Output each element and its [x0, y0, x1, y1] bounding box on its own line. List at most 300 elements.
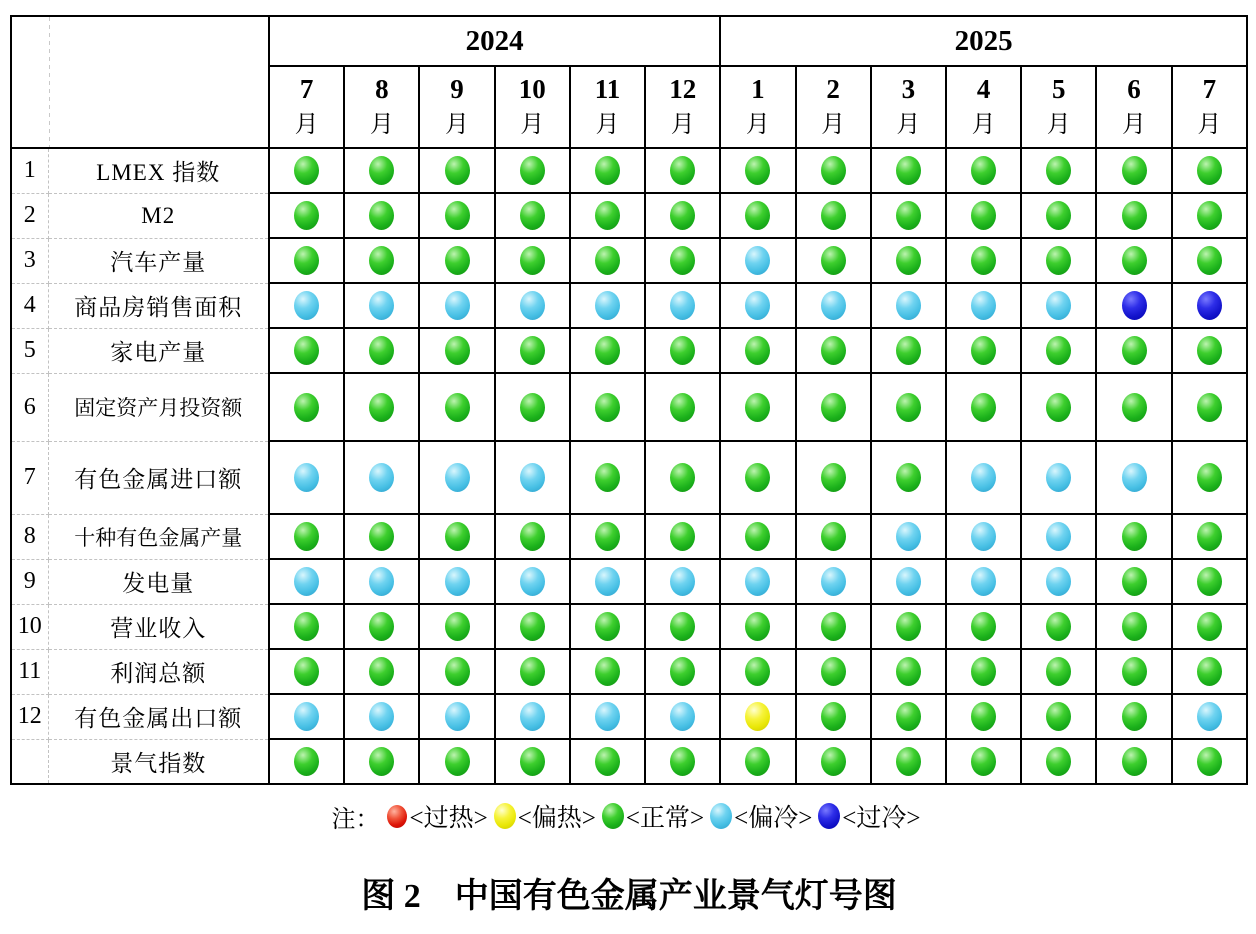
signal-ball-green	[670, 747, 695, 776]
signal-cell	[1096, 649, 1171, 694]
signal-cell	[495, 283, 570, 328]
signal-cell	[269, 238, 344, 283]
year-header-2025	[720, 16, 1247, 66]
signal-ball-green	[1046, 156, 1071, 185]
month-header-cell	[720, 66, 795, 148]
signal-ball-green	[294, 201, 319, 230]
signal-cell	[1021, 373, 1096, 441]
signal-ball-green	[896, 246, 921, 275]
signal-ball-lightblue	[821, 291, 846, 320]
signal-ball-green	[971, 201, 996, 230]
signal-cell	[495, 328, 570, 373]
signal-ball-green	[1046, 201, 1071, 230]
signal-cell	[419, 514, 494, 559]
signal-ball-green	[971, 612, 996, 641]
signal-ball-green	[369, 657, 394, 686]
signal-cell	[419, 604, 494, 649]
signal-ball-green	[745, 393, 770, 422]
month-unit: 月	[745, 112, 770, 138]
table-row	[11, 649, 1247, 694]
signal-cell	[1096, 148, 1171, 193]
signal-ball-lightblue	[896, 522, 921, 551]
signal-ball-lightblue	[369, 291, 394, 320]
signal-ball-green	[445, 522, 470, 551]
signal-cell	[495, 604, 570, 649]
signal-ball-green	[369, 246, 394, 275]
signal-cell	[495, 739, 570, 784]
signal-ball-green	[745, 612, 770, 641]
signal-ball-green	[1122, 747, 1147, 776]
month-unit: 月	[971, 112, 996, 138]
signal-cell	[645, 238, 720, 283]
signal-ball-lightblue	[520, 291, 545, 320]
signal-cell	[796, 739, 871, 784]
signal-ball-green	[670, 336, 695, 365]
signal-ball-green	[595, 393, 620, 422]
signal-ball-green	[520, 612, 545, 641]
signal-cell	[344, 238, 419, 283]
signal-ball-lightblue	[1122, 463, 1147, 492]
signal-cell	[1096, 739, 1171, 784]
signal-cell	[1172, 373, 1247, 441]
month-header-cell	[946, 66, 1021, 148]
signal-ball-green	[294, 393, 319, 422]
indicator-label: 景气指数	[48, 739, 269, 784]
table-row	[11, 373, 1247, 441]
signal-ball-green	[745, 522, 770, 551]
signal-ball-green	[294, 612, 319, 641]
signal-cell	[344, 739, 419, 784]
signal-ball-green	[1197, 463, 1222, 492]
signal-cell	[1021, 441, 1096, 514]
signal-ball-green	[821, 702, 846, 731]
signal-ball-green	[1122, 201, 1147, 230]
signal-ball-lightblue	[369, 567, 394, 596]
signal-cell	[344, 193, 419, 238]
signal-ball-green	[896, 463, 921, 492]
table-row	[11, 514, 1247, 559]
signal-ball-green	[745, 463, 770, 492]
row-number: 2	[11, 193, 48, 238]
signal-ball-green	[445, 393, 470, 422]
signal-ball-green	[294, 156, 319, 185]
signal-cell	[1172, 148, 1247, 193]
signal-ball-darkblue	[1197, 291, 1222, 320]
signal-cell	[645, 649, 720, 694]
signal-ball-green	[369, 393, 394, 422]
signal-ball-green	[670, 156, 695, 185]
signal-cell	[645, 441, 720, 514]
signal-cell	[1172, 559, 1247, 604]
month-number: 5	[1052, 74, 1066, 104]
signal-ball-green	[896, 156, 921, 185]
row-number: 10	[11, 604, 48, 649]
signal-ball-green	[821, 156, 846, 185]
signal-cell	[419, 739, 494, 784]
signal-cell	[419, 649, 494, 694]
signal-ball-green	[670, 246, 695, 275]
signal-cell	[1096, 441, 1171, 514]
indicator-label: 固定资产月投资额	[48, 373, 269, 441]
signal-cell	[344, 441, 419, 514]
signal-cell	[570, 148, 645, 193]
row-number: 4	[11, 283, 48, 328]
month-unit: 月	[369, 112, 394, 138]
row-number: 9	[11, 559, 48, 604]
signal-ball-darkblue	[1122, 291, 1147, 320]
signal-ball-green	[745, 657, 770, 686]
signal-ball-green	[896, 612, 921, 641]
signal-cell	[871, 739, 946, 784]
signal-ball-lightblue	[595, 702, 620, 731]
signal-cell	[720, 739, 795, 784]
signal-ball-green	[1122, 336, 1147, 365]
month-header-cell	[796, 66, 871, 148]
signal-ball-lightblue	[369, 463, 394, 492]
legend-item	[387, 798, 487, 834]
signal-cell	[796, 694, 871, 739]
signal-cell	[1172, 514, 1247, 559]
signal-cell	[495, 441, 570, 514]
signal-ball-green	[670, 463, 695, 492]
signal-ball-lightblue	[971, 567, 996, 596]
signal-cell	[495, 694, 570, 739]
signal-cell	[871, 283, 946, 328]
signal-ball-green	[294, 657, 319, 686]
signal-ball-green	[369, 336, 394, 365]
signal-cell	[871, 559, 946, 604]
signal-ball-green	[1197, 567, 1222, 596]
signal-ball-lightblue	[821, 567, 846, 596]
signal-ball-green	[1197, 522, 1222, 551]
signal-ball-green	[520, 393, 545, 422]
signal-ball-green	[1197, 612, 1222, 641]
signal-ball-lightblue	[745, 291, 770, 320]
signal-cell	[946, 649, 1021, 694]
signal-ball-green	[520, 336, 545, 365]
signal-ball-green	[821, 463, 846, 492]
signal-ball-green	[1046, 612, 1071, 641]
month-number: 2	[826, 74, 840, 104]
signal-ball-green	[520, 201, 545, 230]
indicator-label: 营业收入	[48, 604, 269, 649]
signal-cell	[269, 373, 344, 441]
signal-cell	[1021, 604, 1096, 649]
row-number: 8	[11, 514, 48, 559]
signal-cell	[796, 514, 871, 559]
month-number: 12	[669, 74, 697, 104]
signal-cell	[1021, 514, 1096, 559]
signal-cell	[871, 238, 946, 283]
signal-cell	[344, 328, 419, 373]
signal-cell	[720, 514, 795, 559]
signal-ball-green	[971, 246, 996, 275]
signal-cell	[946, 441, 1021, 514]
month-header-cell	[645, 66, 720, 148]
signal-ball-green	[971, 336, 996, 365]
signal-ball-green	[821, 747, 846, 776]
signal-ball-green	[294, 246, 319, 275]
signal-ball-green	[595, 156, 620, 185]
table-row	[11, 694, 1247, 739]
signal-ball-green	[821, 246, 846, 275]
signal-ball-lightblue	[520, 567, 545, 596]
signal-cell	[1021, 694, 1096, 739]
signal-cell	[570, 694, 645, 739]
signal-ball-green	[520, 747, 545, 776]
signal-ball-lightblue	[896, 567, 921, 596]
table-row	[11, 739, 1247, 784]
table-row	[11, 238, 1247, 283]
signal-ball-green	[1046, 702, 1071, 731]
month-unit: 月	[1122, 112, 1147, 138]
signal-cell	[1096, 694, 1171, 739]
signal-cell	[645, 328, 720, 373]
signal-ball-lightblue	[896, 291, 921, 320]
signal-ball-green	[745, 201, 770, 230]
signal-ball-green	[369, 201, 394, 230]
signal-cell	[1096, 283, 1171, 328]
row-number: 1	[11, 148, 48, 193]
table-corner-cell	[11, 16, 269, 148]
signal-cell	[720, 193, 795, 238]
legend-item-label: <正常>	[625, 805, 705, 832]
signal-ball-green	[821, 393, 846, 422]
signal-cell	[796, 373, 871, 441]
signal-cell	[796, 604, 871, 649]
signal-cell	[495, 148, 570, 193]
signal-cell	[1172, 649, 1247, 694]
signal-cell	[645, 193, 720, 238]
month-header-cell	[344, 66, 419, 148]
signal-ball-lightblue	[294, 463, 319, 492]
signal-ball-green	[821, 522, 846, 551]
signal-cell	[495, 649, 570, 694]
signal-cell	[720, 373, 795, 441]
month-unit: 月	[294, 112, 319, 138]
signal-cell	[946, 373, 1021, 441]
legend-item	[602, 798, 704, 834]
signal-ball-green	[369, 156, 394, 185]
month-header-cell	[269, 66, 344, 148]
signal-cell	[419, 283, 494, 328]
signal-cell	[645, 514, 720, 559]
signal-ball-green	[670, 657, 695, 686]
signal-ball-lightblue	[670, 291, 695, 320]
signal-cell	[796, 649, 871, 694]
signal-cell	[344, 604, 419, 649]
signal-ball-green	[1122, 393, 1147, 422]
indicator-label: 汽车产量	[48, 238, 269, 283]
signal-ball-lightblue	[1046, 463, 1071, 492]
signal-ball-green	[595, 246, 620, 275]
signal-cell	[495, 193, 570, 238]
signal-ball-green	[1197, 657, 1222, 686]
signal-ball-lightblue	[1197, 702, 1222, 731]
signal-cell	[1096, 559, 1171, 604]
signal-ball-green	[821, 201, 846, 230]
signal-ball-green	[595, 201, 620, 230]
month-unit: 月	[595, 112, 620, 138]
signal-ball-green	[971, 702, 996, 731]
month-number: 6	[1127, 74, 1141, 104]
signal-cell	[796, 328, 871, 373]
legend-ball-green	[602, 803, 624, 829]
signal-ball-lightblue	[1046, 291, 1071, 320]
signal-cell	[269, 148, 344, 193]
signal-ball-green	[1122, 522, 1147, 551]
signal-ball-lightblue	[745, 567, 770, 596]
signal-cell	[570, 649, 645, 694]
row-number	[11, 739, 48, 784]
signal-ball-green	[896, 201, 921, 230]
signal-cell	[269, 739, 344, 784]
month-unit: 月	[896, 112, 921, 138]
signal-cell	[645, 604, 720, 649]
signal-cell	[796, 193, 871, 238]
signal-ball-green	[896, 702, 921, 731]
legend	[10, 798, 1248, 834]
signal-cell	[269, 649, 344, 694]
table-row	[11, 283, 1247, 328]
signal-cell	[946, 739, 1021, 784]
signal-cell	[946, 238, 1021, 283]
signal-cell	[720, 328, 795, 373]
signal-cell	[419, 441, 494, 514]
month-header-cell	[570, 66, 645, 148]
signal-cell	[344, 649, 419, 694]
row-number: 12	[11, 694, 48, 739]
signal-ball-green	[1122, 612, 1147, 641]
signal-ball-green	[445, 156, 470, 185]
signal-cell	[419, 148, 494, 193]
signal-ball-green	[670, 522, 695, 551]
signal-ball-green	[445, 201, 470, 230]
signal-cell	[796, 283, 871, 328]
signal-ball-green	[595, 747, 620, 776]
month-header-cell	[1021, 66, 1096, 148]
signal-ball-green	[1046, 747, 1071, 776]
signal-cell	[871, 441, 946, 514]
signal-ball-green	[369, 522, 394, 551]
signal-ball-green	[1122, 657, 1147, 686]
signal-cell	[946, 559, 1021, 604]
signal-cell	[1172, 739, 1247, 784]
legend-ball-lightblue	[710, 803, 732, 829]
signal-ball-green	[971, 747, 996, 776]
signal-cell	[946, 283, 1021, 328]
signal-cell	[419, 193, 494, 238]
month-header-cell	[1096, 66, 1171, 148]
signal-cell	[495, 238, 570, 283]
signal-cell	[1021, 739, 1096, 784]
table-row	[11, 604, 1247, 649]
signal-ball-green	[1197, 156, 1222, 185]
signal-ball-green	[595, 522, 620, 551]
signal-ball-green	[821, 657, 846, 686]
table-row	[11, 328, 1247, 373]
signal-ball-green	[1197, 246, 1222, 275]
signal-cell	[720, 238, 795, 283]
signal-cell	[645, 739, 720, 784]
signal-ball-green	[445, 246, 470, 275]
signal-cell	[1021, 148, 1096, 193]
signal-ball-lightblue	[445, 567, 470, 596]
signal-ball-yellow	[745, 702, 770, 731]
signal-ball-lightblue	[294, 291, 319, 320]
signal-cell	[796, 148, 871, 193]
signal-cell	[946, 604, 1021, 649]
legend-item-label: <过冷>	[842, 805, 921, 832]
signal-ball-green	[369, 747, 394, 776]
signal-cell	[1096, 604, 1171, 649]
month-number: 11	[594, 74, 621, 104]
figure-caption	[10, 868, 1248, 917]
year-label: 2025	[954, 24, 1013, 57]
signal-cell	[570, 193, 645, 238]
signal-ball-green	[670, 393, 695, 422]
signal-ball-lightblue	[745, 246, 770, 275]
signal-cell	[570, 373, 645, 441]
table-row	[11, 559, 1247, 604]
signal-cell	[720, 441, 795, 514]
signal-cell	[1096, 238, 1171, 283]
signal-ball-green	[1122, 246, 1147, 275]
legend-ball-red	[387, 805, 407, 828]
indicator-label: M2	[48, 193, 269, 238]
month-unit: 月	[1046, 112, 1071, 138]
signal-ball-lightblue	[294, 702, 319, 731]
signal-ball-green	[294, 336, 319, 365]
signal-cell	[871, 604, 946, 649]
signal-cell	[871, 694, 946, 739]
signal-cell	[1021, 193, 1096, 238]
signal-ball-lightblue	[445, 463, 470, 492]
signal-cell	[1172, 328, 1247, 373]
signal-ball-green	[1197, 393, 1222, 422]
month-unit: 月	[821, 112, 846, 138]
month-number: 4	[976, 74, 991, 104]
signal-cell	[1021, 328, 1096, 373]
signal-cell	[1172, 604, 1247, 649]
signal-cell	[720, 604, 795, 649]
signal-cell	[495, 514, 570, 559]
signal-ball-lightblue	[1046, 567, 1071, 596]
signal-cell	[269, 559, 344, 604]
signal-cell	[269, 514, 344, 559]
signal-cell	[1021, 559, 1096, 604]
signal-ball-green	[445, 336, 470, 365]
month-header-cell	[419, 66, 494, 148]
signal-ball-green	[595, 612, 620, 641]
signal-ball-green	[896, 393, 921, 422]
signal-ball-green	[821, 612, 846, 641]
signal-cell	[1096, 514, 1171, 559]
signal-cell	[1021, 238, 1096, 283]
signal-ball-green	[745, 747, 770, 776]
signal-ball-green	[971, 156, 996, 185]
signal-cell	[419, 373, 494, 441]
signal-ball-green	[1197, 747, 1222, 776]
signal-ball-green	[445, 612, 470, 641]
legend-note-label: 注：	[331, 806, 380, 833]
signal-cell	[796, 238, 871, 283]
signal-ball-green	[1122, 702, 1147, 731]
caption-number: 图 2	[361, 878, 421, 915]
signal-cell	[871, 193, 946, 238]
indicator-label: 有色金属出口额	[48, 694, 269, 739]
signal-ball-lightblue	[520, 702, 545, 731]
